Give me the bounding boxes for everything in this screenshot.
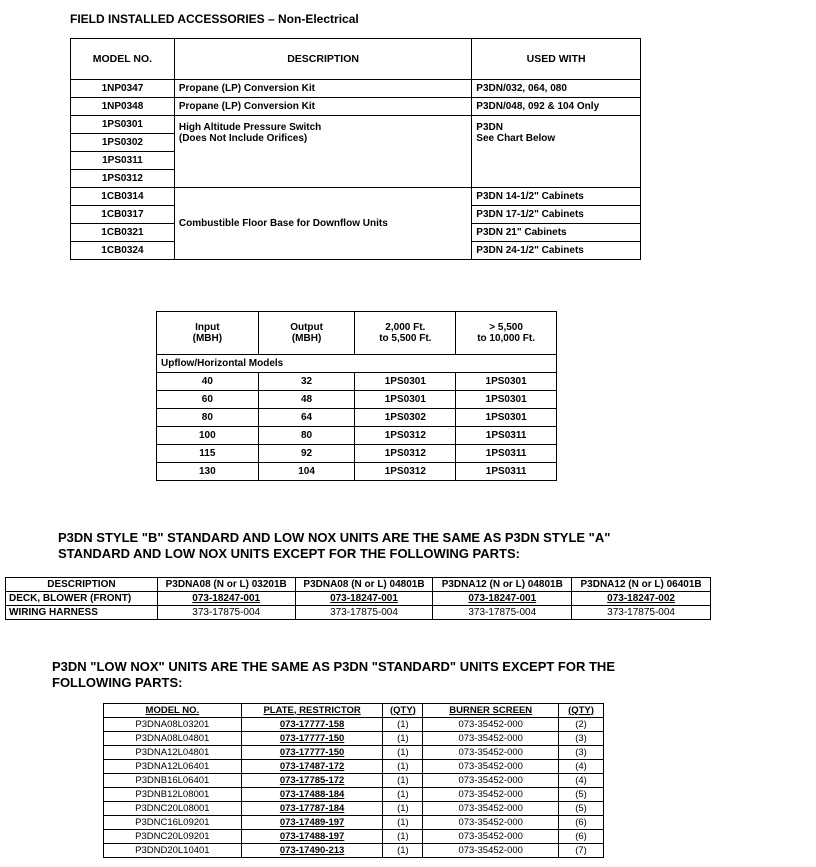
table-row: [104, 760, 604, 774]
style-b-heading: [58, 530, 610, 562]
heading-line: P3DN "LOW NOX" UNITS ARE THE SAME AS P3DN "STANDARD" UNITS EXCEPT FOR THE: [52, 659, 615, 674]
qty-cell: (3): [559, 746, 604, 760]
screen-cell: 073-35452-000: [423, 732, 559, 746]
input-cell: 115: [157, 445, 259, 463]
table-row: [104, 844, 604, 858]
plate-cell: 073-17490-213: [241, 844, 383, 858]
model-cell: P3DNA08L04801: [104, 732, 242, 746]
part-number-cell: 373-17875-004: [157, 606, 295, 620]
screen-cell: 073-35452-000: [423, 788, 559, 802]
screen-cell: 073-35452-000: [423, 774, 559, 788]
part-description-cell: DECK, BLOWER (FRONT): [6, 592, 158, 606]
table-row: [71, 116, 641, 134]
column-header-model: P3DNA12 (N or L) 06401B: [572, 578, 711, 592]
column-header-description: DESCRIPTION: [6, 578, 158, 592]
table-row: [104, 774, 604, 788]
heading-line: STANDARD AND LOW NOX UNITS EXCEPT FOR THE FOLLOWING PARTS:: [58, 546, 520, 561]
table-row: [157, 445, 557, 463]
plate-cell: 073-17488-197: [241, 830, 383, 844]
part-number-cell: 073-18247-001: [433, 592, 572, 606]
altitude-rows: [157, 373, 557, 481]
screen-cell: 073-35452-000: [423, 760, 559, 774]
table-row: [104, 830, 604, 844]
qty-cell: (1): [383, 844, 423, 858]
qty-cell: (4): [559, 760, 604, 774]
qty-cell: (2): [559, 718, 604, 732]
used-with-line: See Chart Below: [476, 133, 556, 144]
qty-cell: (1): [383, 732, 423, 746]
output-cell: 104: [258, 463, 355, 481]
model-cell: P3DNC20L09201: [104, 830, 242, 844]
table-row: [6, 606, 711, 620]
table-row: [104, 816, 604, 830]
plate-cell: 073-17487-172: [241, 760, 383, 774]
table-row: [104, 788, 604, 802]
part-number-cell: 073-18247-002: [572, 592, 711, 606]
output-cell: 48: [258, 391, 355, 409]
table-row: [157, 373, 557, 391]
input-cell: 100: [157, 427, 259, 445]
table-row: [71, 80, 641, 98]
description-cell: Propane (LP) Conversion Kit: [174, 98, 471, 116]
screen-cell: 073-35452-000: [423, 746, 559, 760]
table-header-row: [6, 578, 711, 592]
low-altitude-cell: 1PS0312: [355, 427, 456, 445]
column-header-qty: (QTY): [383, 704, 423, 718]
model-cell: P3DNA12L04801: [104, 746, 242, 760]
used-with-cell: P3DN 17-1/2" Cabinets: [472, 206, 641, 224]
table-header-row: [104, 704, 604, 718]
qty-cell: (5): [559, 788, 604, 802]
model-cell: P3DNC20L08001: [104, 802, 242, 816]
column-header-screen: BURNER SCREEN: [423, 704, 559, 718]
plate-cell: 073-17785-172: [241, 774, 383, 788]
low-altitude-cell: 1PS0302: [355, 409, 456, 427]
column-header-model: P3DNA08 (N or L) 04801B: [295, 578, 433, 592]
column-header-5500-10000: > 5,500 to 10,000 Ft.: [456, 312, 557, 355]
model-cell: 1PS0302: [71, 134, 175, 152]
model-cell: P3DND20L10401: [104, 844, 242, 858]
model-cell: P3DNB16L06401: [104, 774, 242, 788]
used-with-cell: P3DN 21" Cabinets: [472, 224, 641, 242]
table-row: [157, 463, 557, 481]
table-row: [104, 732, 604, 746]
used-with-cell: P3DN/032, 064, 080: [472, 80, 641, 98]
model-cell: 1NP0348: [71, 98, 175, 116]
qty-cell: (5): [559, 802, 604, 816]
column-header-model: P3DNA08 (N or L) 03201B: [157, 578, 295, 592]
qty-cell: (1): [383, 816, 423, 830]
pressure-switch-used-with: [472, 116, 641, 188]
model-cell: 1NP0347: [71, 80, 175, 98]
qty-cell: (6): [559, 830, 604, 844]
qty-cell: (1): [383, 746, 423, 760]
input-cell: 60: [157, 391, 259, 409]
qty-cell: (6): [559, 816, 604, 830]
plate-cell: 073-17489-197: [241, 816, 383, 830]
high-altitude-cell: 1PS0311: [456, 445, 557, 463]
qty-cell: (1): [383, 774, 423, 788]
heading-line: P3DN STYLE "B" STANDARD AND LOW NOX UNITS ARE THE SAME AS P3DN STYLE "A": [58, 530, 611, 545]
model-cell: P3DNC16L09201: [104, 816, 242, 830]
subheader-cell: Upflow/Horizontal Models: [157, 355, 557, 373]
column-header-2000-5500: 2,000 Ft. to 5,500 Ft.: [355, 312, 456, 355]
screen-cell: 073-35452-000: [423, 830, 559, 844]
input-cell: 130: [157, 463, 259, 481]
column-header-description: DESCRIPTION: [174, 39, 471, 80]
screen-cell: 073-35452-000: [423, 718, 559, 732]
low-nox-parts-table: [103, 703, 604, 858]
table-row: [104, 746, 604, 760]
low-altitude-cell: 1PS0312: [355, 463, 456, 481]
model-cell: 1CB0317: [71, 206, 175, 224]
part-number-cell: 073-18247-001: [295, 592, 433, 606]
model-cell: 1PS0301: [71, 116, 175, 134]
column-header-model: P3DNA12 (N or L) 04801B: [433, 578, 572, 592]
high-altitude-cell: 1PS0311: [456, 427, 557, 445]
altitude-switch-table: [156, 311, 557, 481]
low-altitude-cell: 1PS0301: [355, 373, 456, 391]
low-nox-heading: [52, 659, 615, 691]
high-altitude-cell: 1PS0301: [456, 409, 557, 427]
description-cell: Propane (LP) Conversion Kit: [174, 80, 471, 98]
used-with-cell: P3DN 14-1/2" Cabinets: [472, 188, 641, 206]
model-cell: 1PS0311: [71, 152, 175, 170]
heading-line: FOLLOWING PARTS:: [52, 675, 183, 690]
part-number-cell: 373-17875-004: [433, 606, 572, 620]
qty-cell: (1): [383, 760, 423, 774]
low-altitude-cell: 1PS0312: [355, 445, 456, 463]
table-row: [71, 98, 641, 116]
part-number-cell: 373-17875-004: [295, 606, 433, 620]
column-header-used-with: USED WITH: [472, 39, 641, 80]
column-header-model: MODEL NO.: [71, 39, 175, 80]
low-altitude-cell: 1PS0301: [355, 391, 456, 409]
input-cell: 80: [157, 409, 259, 427]
table-row: [6, 592, 711, 606]
used-with-cell: P3DN 24-1/2" Cabinets: [472, 242, 641, 260]
column-header-model: MODEL NO.: [104, 704, 242, 718]
table-header-row: [71, 39, 641, 80]
pressure-switch-description: [174, 116, 471, 188]
table-row: [157, 391, 557, 409]
qty-cell: (3): [559, 732, 604, 746]
output-cell: 64: [258, 409, 355, 427]
part-description-cell: WIRING HARNESS: [6, 606, 158, 620]
column-header-plate: PLATE, RESTRICTOR: [241, 704, 383, 718]
output-cell: 80: [258, 427, 355, 445]
used-with-cell: P3DN/048, 092 & 104 Only: [472, 98, 641, 116]
screen-cell: 073-35452-000: [423, 802, 559, 816]
qty-cell: (1): [383, 830, 423, 844]
model-cell: 1CB0324: [71, 242, 175, 260]
model-cell: P3DNA08L03201: [104, 718, 242, 732]
model-cell: 1PS0312: [71, 170, 175, 188]
model-cell: 1CB0321: [71, 224, 175, 242]
qty-cell: (4): [559, 774, 604, 788]
table-row: [157, 427, 557, 445]
floor-base-description: Combustible Floor Base for Downflow Units: [174, 188, 471, 260]
column-header-input: Input (MBH): [157, 312, 259, 355]
style-b-parts-table: [5, 577, 711, 620]
table-header-row: [157, 312, 557, 355]
high-altitude-cell: 1PS0301: [456, 373, 557, 391]
plate-cell: 073-17777-150: [241, 746, 383, 760]
description-line: (Does Not Include Orifices): [178, 133, 308, 144]
section1-title: FIELD INSTALLED ACCESSORIES – Non-Electrical: [70, 12, 359, 26]
plate-cell: 073-17777-150: [241, 732, 383, 746]
input-cell: 40: [157, 373, 259, 391]
column-header-qty: (QTY): [559, 704, 604, 718]
plate-cell: 073-17777-158: [241, 718, 383, 732]
subheader-row: [157, 355, 557, 373]
table-row: [104, 718, 604, 732]
screen-cell: 073-35452-000: [423, 844, 559, 858]
model-cell: P3DNB12L08001: [104, 788, 242, 802]
output-cell: 92: [258, 445, 355, 463]
qty-cell: (1): [383, 788, 423, 802]
high-altitude-cell: 1PS0301: [456, 391, 557, 409]
part-number-cell: 073-18247-001: [157, 592, 295, 606]
accessories-table: [70, 38, 641, 260]
table-row: [104, 802, 604, 816]
table-row: [157, 409, 557, 427]
model-cell: P3DNA12L06401: [104, 760, 242, 774]
qty-cell: (1): [383, 718, 423, 732]
qty-cell: (7): [559, 844, 604, 858]
high-altitude-cell: 1PS0311: [456, 463, 557, 481]
plate-cell: 073-17488-184: [241, 788, 383, 802]
used-with-line: P3DN: [476, 122, 503, 133]
table-row: [71, 188, 641, 206]
plate-cell: 073-17787-184: [241, 802, 383, 816]
output-cell: 32: [258, 373, 355, 391]
screen-cell: 073-35452-000: [423, 816, 559, 830]
model-cell: 1CB0314: [71, 188, 175, 206]
qty-cell: (1): [383, 802, 423, 816]
column-header-output: Output (MBH): [258, 312, 355, 355]
part-number-cell: 373-17875-004: [572, 606, 711, 620]
description-line: High Altitude Pressure Switch: [178, 122, 322, 133]
